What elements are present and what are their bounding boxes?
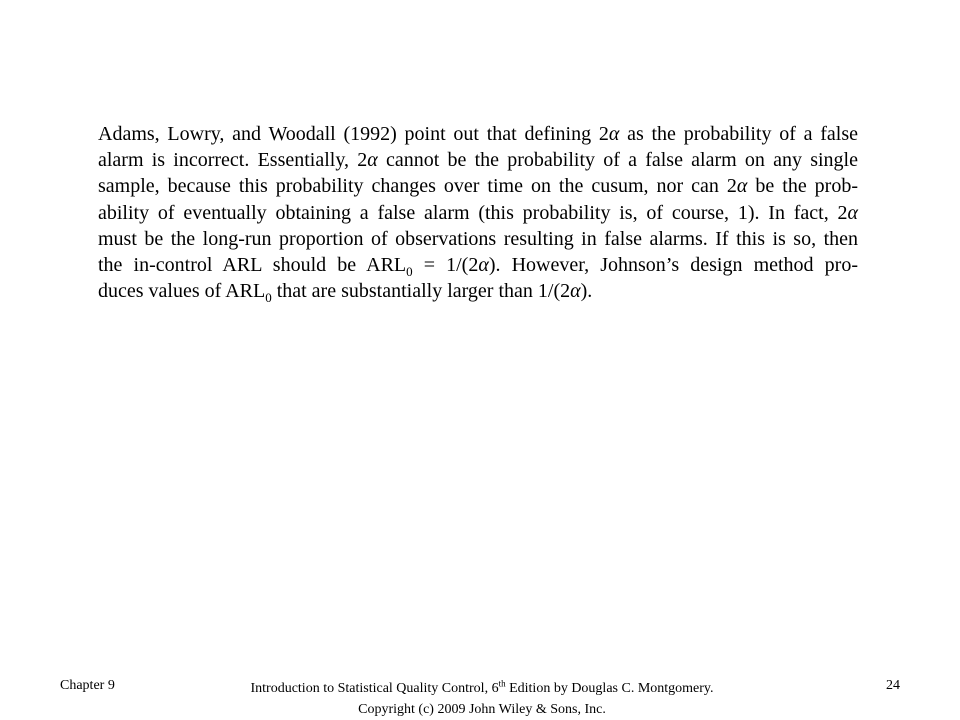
- alpha-symbol: α: [570, 280, 581, 303]
- body-line-3: sample, because this probability changes over time on the cusum, nor can 2α be the prob-: [98, 175, 858, 198]
- footer-copyright: Copyright (c) 2009 John Wiley & Sons, Inc.: [358, 702, 606, 717]
- footer-book-title: Introduction to Statistical Quality Control, 6th Edition by Douglas C. Montgomery.: [250, 678, 714, 696]
- body-line-1: Adams, Lowry, and Woodall (1992) point out that defining 2α as the probability of a false: [98, 123, 858, 145]
- subscript-zero: 0: [265, 290, 272, 306]
- body-line-6: the in-control ARL should be $ARL_0 = 1/(2\alpha)$. However, Johnson’s design method pro-: [98, 253, 858, 279]
- body-line-2: alarm is incorrect. Essentially, 2α cannot be the probability of a false alarm on any single: [98, 149, 858, 172]
- alpha-symbol: α: [367, 149, 378, 172]
- subscript-zero: 0: [406, 263, 413, 279]
- alpha-symbol: α: [478, 253, 489, 276]
- footer-chapter: Chapter 9: [60, 678, 115, 693]
- body-paragraph: [98, 121, 858, 304]
- alpha-symbol: α: [847, 201, 858, 224]
- page-number: 24: [886, 678, 900, 693]
- alpha-symbol: α: [608, 123, 620, 145]
- body-line-4: ability of eventually obtaining a false alarm (this probability is, of course, 1). In fact, 2α: [98, 201, 858, 224]
- alpha-symbol: α: [736, 175, 748, 198]
- body-line-5: must be the long-run proportion of observations resulting in false alarms. If this is so, then: [98, 227, 858, 250]
- footer-citation: [214, 678, 750, 720]
- body-line-7: duces values of $ARL_0$ that are substantially larger than 1/(2α).: [98, 280, 593, 306]
